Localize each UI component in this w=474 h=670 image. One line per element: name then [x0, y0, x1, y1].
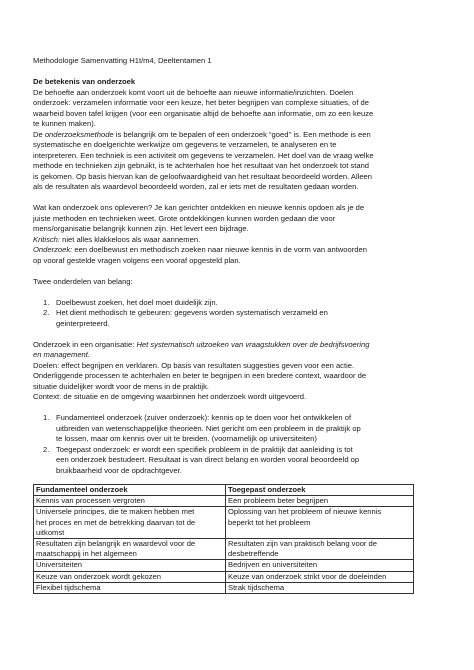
- method-line: systematische en doelgerichte werkwijze om gegevens te verzamelen, te analyseren en te: [33, 140, 337, 149]
- table-cell-line: Een probleem beter begrijpen: [228, 496, 329, 506]
- list-item: [33, 445, 448, 477]
- document-page: [33, 56, 448, 594]
- two-parts-list: [33, 298, 448, 330]
- yield-line: Wat kan onderzoek ons opleveren? Je kan gerichter ontdekken en nieuwe kennis opdoen als je de: [33, 203, 365, 212]
- list-item: [33, 413, 448, 445]
- section-heading: De betekenis van onderzoek: [33, 77, 136, 86]
- kritisch-label: Kritisch:: [33, 234, 61, 244]
- method-term: onderzoeksmethode: [44, 129, 114, 139]
- intro-line: te kunnen maken).: [33, 119, 96, 128]
- list-item-text: Het dient methodisch te gebeuren: gegevens worden systematisch verzameld en: [56, 308, 328, 317]
- comparison-table: [33, 484, 414, 594]
- onderzoek-text: een doelbewust en methodisch zoeken naar nieuwe kennis in de vorm van antwoorden: [72, 245, 367, 254]
- onderzoek-label: Onderzoek:: [33, 245, 73, 254]
- table-row: [34, 507, 414, 539]
- table-row: [34, 582, 414, 593]
- list-item-text: Fundamenteel onderzoek (zuiver onderzoek): kennis op te doen voor het ontwikkelen of: [56, 413, 352, 422]
- table-cell-line: Resultaten zijn belangrijk en waardevol voor de: [36, 539, 196, 549]
- kritisch-text: niet alles klakkeloos als waar aannemen.: [60, 234, 201, 244]
- table-cell: [226, 560, 414, 571]
- table-row: [34, 539, 414, 560]
- table-cell: [34, 582, 226, 593]
- org-italic: Het systematisch uitzoeken van vraagstukken over de bedrijfsvoering: [136, 339, 370, 349]
- doelen-line: Doelen: effect begrijpen en verklaren. Op basis van resultaten suggesties geven voor een actie.: [33, 360, 355, 370]
- table-cell-line: Universele principes, die te maken hebben met: [36, 507, 195, 517]
- table-cell-line: Kennis van processen vergroten: [36, 496, 145, 506]
- intro-line: waarheid boven tafel krijgen (voor een organisatie altijd de behoefte aan informatie, om zo een keuze: [33, 108, 374, 118]
- table-row: [34, 571, 414, 582]
- table-cell-line: uitkomst: [36, 527, 65, 537]
- list-item-text: Toegepast onderzoek: er wordt een specifiek probleem in de praktijk dat aanleiding is tot: [56, 444, 353, 454]
- two-parts-label: Twee onderdelen van belang:: [33, 276, 133, 286]
- org-definition-cont: en management.: [33, 350, 90, 359]
- onderzoek-definition: [33, 245, 448, 256]
- table-header-cell: Fundamenteel onderzoek: [34, 485, 226, 496]
- table-row: [34, 496, 414, 507]
- table-cell-line: het proces en met de betrekking daarvan tot de: [36, 517, 196, 527]
- method-paragraph: [33, 130, 448, 193]
- method-line: [33, 130, 448, 141]
- method-line: is gekomen. Op basis hiervan kan de geloofwaardigheid van het resultaat beoordeeld worden. Alleen: [33, 171, 372, 181]
- table-cell: [226, 582, 414, 593]
- org-prefix: Onderzoek in een organisatie:: [33, 339, 137, 349]
- onderzoek-definition-cont: op vooraf gestelde vragen volgens een vooraf opgesteld plan.: [33, 255, 241, 265]
- table-cell-line: Universiteiten: [36, 560, 83, 570]
- table-cell: [226, 496, 414, 507]
- yield-line: juiste methoden en technieken weet. Grote ontdekkingen kunnen worden gedaan die voor: [33, 213, 336, 223]
- research-types-list: [33, 413, 448, 476]
- doelen-line: Onderliggende processen te achterhalen en beter te begrijpen in een bredere context, waardoor de: [33, 371, 367, 380]
- list-number: 2.: [43, 308, 50, 317]
- document-title: Methodologie Samenvatting H1t/m4, Deeltentamen 1: [33, 56, 212, 65]
- list-item: [33, 298, 448, 309]
- table-cell: [34, 571, 226, 582]
- table-cell: [226, 507, 414, 539]
- method-line: methode en technieken zijn gebruikt, is te achterhalen hoe het resultaat van het onderzoek tot stand: [33, 161, 370, 170]
- table-header-cell: Toegepast onderzoek: [226, 485, 414, 496]
- table-cell: [226, 539, 414, 560]
- list-item-text: geinterpreteerd.: [56, 318, 110, 328]
- list-item-text: bruikbaarheid voor de opdrachtgever.: [56, 465, 182, 475]
- table-cell-line: beperkt tot het probleem: [228, 517, 311, 527]
- table-cell: [34, 496, 226, 507]
- table-cell-line: Keuze van onderzoek strikt voor de doeleinden: [228, 571, 387, 581]
- table-cell-line: maatschappij in het algemeen: [36, 549, 137, 559]
- table-cell-line: Flexibel tijdschema: [36, 582, 101, 592]
- list-item-text: uitbreiden van wetenschappelijke theorieën. Niet gericht om een probleem in de praktijk op: [56, 423, 361, 433]
- list-item-text: te lossen, maar om kennis over uit te breiden. (voornamelijk op universiteiten): [56, 434, 317, 443]
- org-definition: [33, 340, 448, 351]
- list-item-text: Doelbewust zoeken, het doel moet duidelijk zijn.: [56, 297, 218, 307]
- list-item: [33, 308, 448, 329]
- yield-paragraph: [33, 203, 448, 235]
- method-line: interpreteren. Een techniek is een activiteit om gegevens te verzamelen. Het doel van de vraag welke: [33, 150, 374, 160]
- table-cell: [34, 560, 226, 571]
- table-cell-line: desbetreffende: [228, 549, 279, 559]
- method-line: als de resultaten als waardevol beoordeeld worden, zal er iets met de resultaten gedaan worden.: [33, 182, 359, 191]
- list-number: 1.: [43, 413, 50, 422]
- table-cell-line: Oplossing van het probleem of nieuwe kennis: [228, 507, 382, 517]
- context-line: Context: de situatie en de omgeving waarbinnen het onderzoek wordt uitgevoerd.: [33, 392, 307, 401]
- doelen-line: situatie duidelijker wordt voor de mens in de praktijk.: [33, 381, 210, 391]
- list-number: 2.: [43, 444, 50, 454]
- table-cell: [34, 507, 226, 539]
- table-cell: [226, 571, 414, 582]
- table-cell-line: Bedrijven en universiteiten: [228, 560, 318, 570]
- intro-paragraph: [33, 88, 448, 130]
- list-item-text: een onderzoek bestudeert. Resultaat is van direct belang en worden vooral beoordeeld op: [56, 455, 360, 464]
- table-cell-line: Strak tijdschema: [228, 582, 285, 592]
- intro-line: onderzoek: verzamelen informatie voor een keuze, het beter begrijpen van complexe situaties, of de: [33, 98, 370, 107]
- table-cell-line: Resultaten zijn van praktisch belang voor de: [228, 539, 378, 549]
- method-prefix: De: [33, 129, 45, 139]
- kritisch-definition: [33, 235, 448, 246]
- table-header-row: [34, 485, 414, 496]
- intro-line: De behoefte aan onderzoek komt voort uit de behoefte aan nieuwe informatie/inzichten. Doelen: [33, 87, 354, 97]
- table-row: [34, 560, 414, 571]
- yield-line: mens/organisatie belangrijk kunnen zijn. Het levert een bijdrage.: [33, 224, 249, 233]
- list-number: 1.: [43, 297, 50, 307]
- method-suffix: is belangrijk om te bepalen of een onderzoek “goed’’ is. Een methode is een: [113, 129, 371, 139]
- table-cell-line: Keuze van onderzoek wordt gekozen: [36, 571, 161, 581]
- table-cell: [34, 539, 226, 560]
